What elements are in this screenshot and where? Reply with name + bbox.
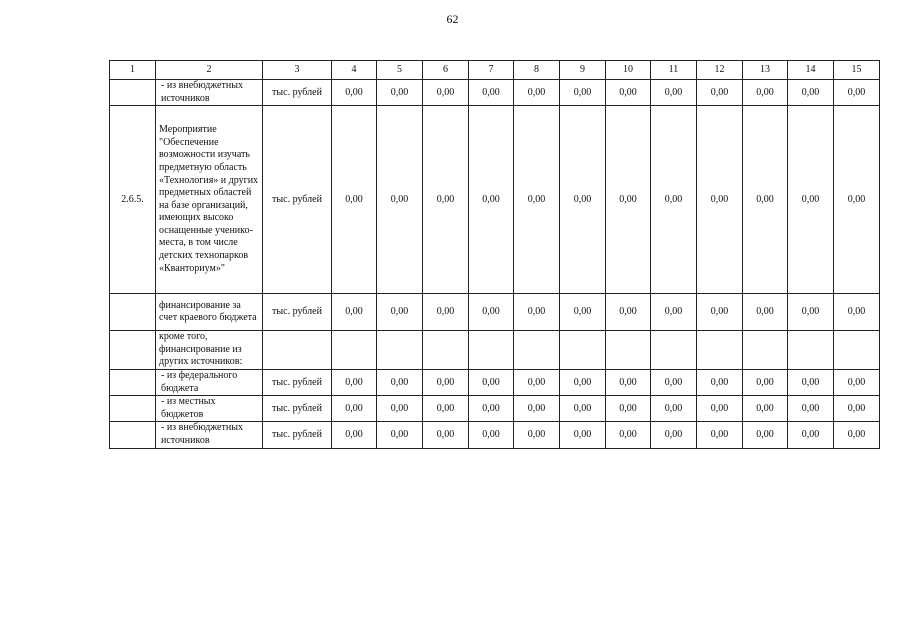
value-cell: 0,00: [560, 106, 606, 294]
row-name: финансирование за счет краевого бюджета: [156, 294, 263, 331]
value-cell: 0,00: [743, 369, 788, 395]
column-number: 3: [263, 61, 332, 80]
value-cell: 0,00: [469, 80, 514, 106]
value-cell: 0,00: [606, 294, 651, 331]
row-name: - из федерального бюджета: [156, 369, 263, 395]
value-cell: 0,00: [469, 422, 514, 448]
value-cell: 0,00: [469, 369, 514, 395]
column-number: 10: [606, 61, 651, 80]
value-cell: 0,00: [651, 294, 697, 331]
column-number: 11: [651, 61, 697, 80]
value-cell: 0,00: [377, 294, 423, 331]
value-cell: [606, 331, 651, 370]
value-cell: 0,00: [606, 80, 651, 106]
value-cell: 0,00: [332, 369, 377, 395]
column-number: 7: [469, 61, 514, 80]
value-cell: 0,00: [697, 396, 743, 422]
value-cell: [469, 331, 514, 370]
column-number: 6: [423, 61, 469, 80]
table-row: [110, 422, 880, 448]
value-cell: 0,00: [560, 80, 606, 106]
value-cell: 0,00: [697, 294, 743, 331]
column-number: 5: [377, 61, 423, 80]
row-unit: тыс. рублей: [263, 294, 332, 331]
value-cell: 0,00: [514, 422, 560, 448]
column-number: 13: [743, 61, 788, 80]
value-cell: 0,00: [651, 422, 697, 448]
value-cell: [332, 331, 377, 370]
table-row: [110, 369, 880, 395]
value-cell: 0,00: [697, 369, 743, 395]
value-cell: 0,00: [514, 294, 560, 331]
row-name: - из местных бюджетов: [156, 396, 263, 422]
value-cell: 0,00: [743, 106, 788, 294]
value-cell: 0,00: [514, 80, 560, 106]
row-name: - из внебюджетных источников: [156, 80, 263, 106]
table-row: [110, 80, 880, 106]
value-cell: 0,00: [788, 422, 834, 448]
value-cell: 0,00: [651, 369, 697, 395]
value-cell: 0,00: [377, 369, 423, 395]
value-cell: 0,00: [332, 106, 377, 294]
value-cell: 0,00: [423, 294, 469, 331]
value-cell: 0,00: [560, 396, 606, 422]
value-cell: 0,00: [377, 396, 423, 422]
value-cell: 0,00: [514, 369, 560, 395]
value-cell: 0,00: [332, 396, 377, 422]
value-cell: 0,00: [834, 369, 880, 395]
value-cell: 0,00: [423, 106, 469, 294]
value-cell: 0,00: [788, 369, 834, 395]
column-number: 14: [788, 61, 834, 80]
value-cell: 0,00: [606, 106, 651, 294]
column-number: 9: [560, 61, 606, 80]
value-cell: 0,00: [834, 396, 880, 422]
row-unit: тыс. рублей: [263, 422, 332, 448]
row-name: - из внебюджетных источников: [156, 422, 263, 448]
value-cell: 0,00: [743, 396, 788, 422]
table-row: [110, 331, 880, 370]
row-number: [110, 331, 156, 370]
value-cell: 0,00: [560, 422, 606, 448]
value-cell: 0,00: [332, 80, 377, 106]
column-number: 4: [332, 61, 377, 80]
value-cell: 0,00: [514, 396, 560, 422]
value-cell: 0,00: [606, 369, 651, 395]
value-cell: 0,00: [332, 422, 377, 448]
value-cell: 0,00: [469, 294, 514, 331]
value-cell: 0,00: [743, 422, 788, 448]
value-cell: [697, 331, 743, 370]
value-cell: 0,00: [651, 396, 697, 422]
row-number: [110, 369, 156, 395]
value-cell: 0,00: [377, 422, 423, 448]
column-number: 8: [514, 61, 560, 80]
table-row: [110, 294, 880, 331]
value-cell: 0,00: [697, 80, 743, 106]
column-number: 2: [156, 61, 263, 80]
row-unit: тыс. рублей: [263, 396, 332, 422]
value-cell: 0,00: [469, 106, 514, 294]
row-number: [110, 80, 156, 106]
value-cell: 0,00: [560, 369, 606, 395]
row-name: Мероприятие "Обеспечение возможности изучать предметную область «Технология» и других предметных областей на базе организаций, имеющих высоко оснащенные ученико-места, в том числе детских технопарков «Кванториум»": [156, 106, 263, 294]
value-cell: 0,00: [697, 422, 743, 448]
value-cell: 0,00: [606, 422, 651, 448]
value-cell: [560, 331, 606, 370]
value-cell: 0,00: [834, 80, 880, 106]
value-cell: 0,00: [606, 396, 651, 422]
value-cell: 0,00: [651, 80, 697, 106]
row-unit: тыс. рублей: [263, 369, 332, 395]
column-number: 15: [834, 61, 880, 80]
value-cell: 0,00: [788, 106, 834, 294]
value-cell: 0,00: [377, 80, 423, 106]
value-cell: [651, 331, 697, 370]
value-cell: 0,00: [423, 369, 469, 395]
row-number: 2.6.5.: [110, 106, 156, 294]
column-number-row: [110, 61, 880, 80]
value-cell: 0,00: [834, 422, 880, 448]
value-cell: 0,00: [743, 294, 788, 331]
value-cell: 0,00: [423, 422, 469, 448]
value-cell: 0,00: [743, 80, 788, 106]
row-name: кроме того, финансирование из других источников:: [156, 331, 263, 370]
row-unit: тыс. рублей: [263, 106, 332, 294]
value-cell: 0,00: [469, 396, 514, 422]
value-cell: 0,00: [377, 106, 423, 294]
value-cell: 0,00: [834, 294, 880, 331]
row-number: [110, 422, 156, 448]
table-row: [110, 106, 880, 294]
value-cell: 0,00: [423, 396, 469, 422]
value-cell: 0,00: [423, 80, 469, 106]
value-cell: [423, 331, 469, 370]
row-number: [110, 294, 156, 331]
value-cell: [834, 331, 880, 370]
value-cell: 0,00: [697, 106, 743, 294]
value-cell: 0,00: [788, 396, 834, 422]
value-cell: [788, 331, 834, 370]
value-cell: 0,00: [560, 294, 606, 331]
row-unit: тыс. рублей: [263, 80, 332, 106]
budget-table: [109, 60, 880, 449]
value-cell: [743, 331, 788, 370]
column-number: 12: [697, 61, 743, 80]
value-cell: 0,00: [788, 294, 834, 331]
row-unit: [263, 331, 332, 370]
table-row: [110, 396, 880, 422]
value-cell: 0,00: [332, 294, 377, 331]
value-cell: 0,00: [834, 106, 880, 294]
value-cell: 0,00: [788, 80, 834, 106]
page-number: 62: [446, 12, 459, 26]
value-cell: 0,00: [651, 106, 697, 294]
row-number: [110, 396, 156, 422]
value-cell: [377, 331, 423, 370]
column-number: 1: [110, 61, 156, 80]
value-cell: [514, 331, 560, 370]
value-cell: 0,00: [514, 106, 560, 294]
